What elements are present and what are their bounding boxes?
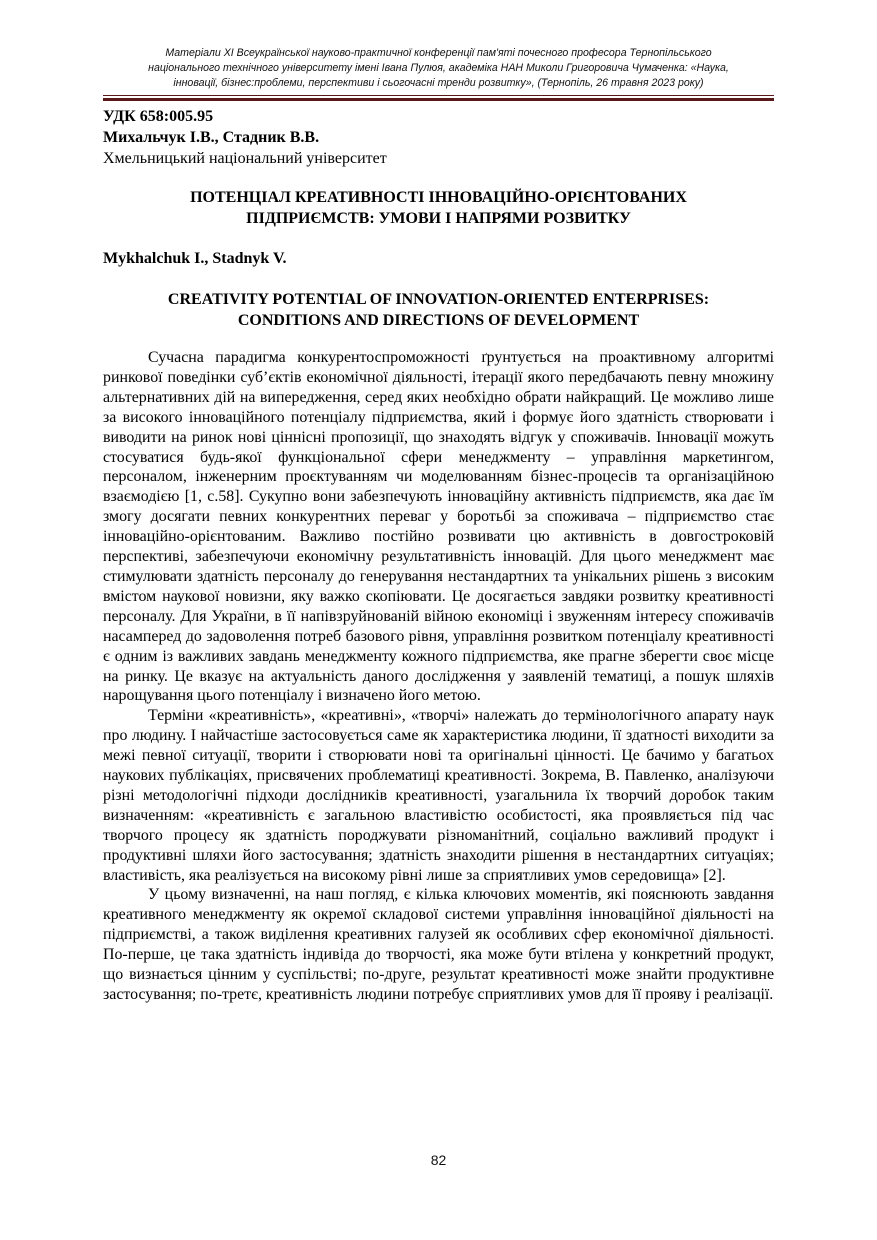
body-paragraph: Терміни «креативність», «креативні», «творчі» належать до термінологічного апарату наук про людину. І найчастіше застосовується саме як характеристика людини, її здатності виходити за межі певної ситуації, творити і створювати нові та оригінальні цінності. Це бачимо у багатьох наукових публікаціях, присвячених проблематиці креативності. Зокрема, В. Павленко, аналізуючи різні методологічні підходи дослідників креативності, узагальнила їх творчий доробок таким визначенням: «креативність є загальною властивістю особистості, яка проявляється під час творчого процесу як здатність породжувати різноманітний, соціально важливий продукт і продуктивні шляхи його застосування; здатність знаходити рішення в нестандартних ситуаціях; властивість, яка реалізується на високому рівні лише за сприятливих умов середовища» [2]. [103,707,774,884]
title-en-line: CREATIVITY POTENTIAL OF INNOVATION-ORIENTED ENTERPRISES: [167,291,710,308]
header-line: національного технічного університету імені Івана Пулюя, академіка НАН Миколи Григоровича Чумаченка: «Наука, [148,62,729,74]
header-divider [103,95,774,96]
header-line: Матеріали XI Всеукраїнської науково-практичної конференції пам'яті почесного професора Тернопільського [165,47,712,59]
title-ua-line: ПІДПРИЄМСТВ: УМОВИ І НАПРЯМИ РОЗВИТКУ [246,210,631,227]
authors-en: Mykhalchuk I., Stadnyk V. [103,250,287,267]
title-ua [103,187,774,229]
title-en-line: CONDITIONS AND DIRECTIONS OF DEVELOPMENT [237,312,640,329]
title-en [103,289,774,331]
udk-code: УДК 658:005.95 [103,108,214,125]
affiliation: Хмельницький національний університет [103,150,387,167]
body-paragraph: У цьому визначенні, на наш погляд, є кілька ключових моментів, які пояснюють завдання креативного менеджменту як окремої складової системи управління інноваційної діяльності на підприємстві, а також виділення креативних галузей як особливих сфер економічної діяльності. По-перше, це така здатність індивіда до творчості, яка може бути втілена у конкретний продукт, що визнається цінним у суспільстві; по-друге, результат креативності може знайти продуктивне застосування; по-третє, креативність людини потребує сприятливих умов для її прояву і реалізації. [103,886,774,1003]
header-line: інновації, бізнес:проблеми, перспективи і сьогочасні тренди розвитку», (Тернопіль, 26 травня 2023 року) [173,77,704,89]
title-ua-line: ПОТЕНЦІАЛ КРЕАТИВНОСТІ ІННОВАЦІЙНО-ОРІЄНТОВАНИХ [190,189,687,206]
page-number: 82 [430,1152,447,1168]
authors-ua: Михальчук І.В., Стадник В.В. [103,129,320,146]
running-header [103,46,774,91]
body-paragraph: Сучасна парадигма конкурентоспроможності ґрунтується на проактивному алгоритмі ринкової поведінки суб’єктів економічної діяльності, ітерації якого передбачають певну множину альтернативних дій на випередження, серед яких необхідно обрати найкращий. Це можливо лише за високого інноваційного потенціалу підприємства, який і формує його здатність створювати і виводити на ринок нові ціннісні пропозиції, що знаходять відгук у споживачів. Інновації можуть стосуватися будь-якої функціональної сфери менеджменту – управління маркетингом, персоналом, інженерним проєктуванням чи моделюванням бізнес-процесів та організаційною взаємодією [1, с.58]. Сукупно вони забезпечують інноваційну активність підприємств, яка дає їм змогу досягати певних конкурентних переваг у боротьбі за споживача – підприємство стає інноваційно-орієнтованим. Важливо постійно розвивати цю активність в довгостроковій перспективі, забезпечуючи економічну результативність інновацій. Для цього менеджмент має стимулювати здатність персоналу до генерування нестандартних та унікальних рішень з високим вмістом наукової новизни, яку важко скопіювати. Це досягається завдяки розвитку креативності персоналу. Для України, в її напівзруйнованій війною економіці і звуженням інтересу споживачів насамперед до задоволення потреб базового рівня, управління розвитком потенціалу креативності є одним із важливих завдань менеджменту кожного підприємства, яке прагне зберегти своє місце на ринку. Це вказує на актуальність даного дослідження у заявленій тематиці, а пошук шляхів нарощування цього потенціалу і визначено його метою. [103,349,774,705]
article-body [103,348,774,1005]
header-divider-thick [103,98,774,101]
